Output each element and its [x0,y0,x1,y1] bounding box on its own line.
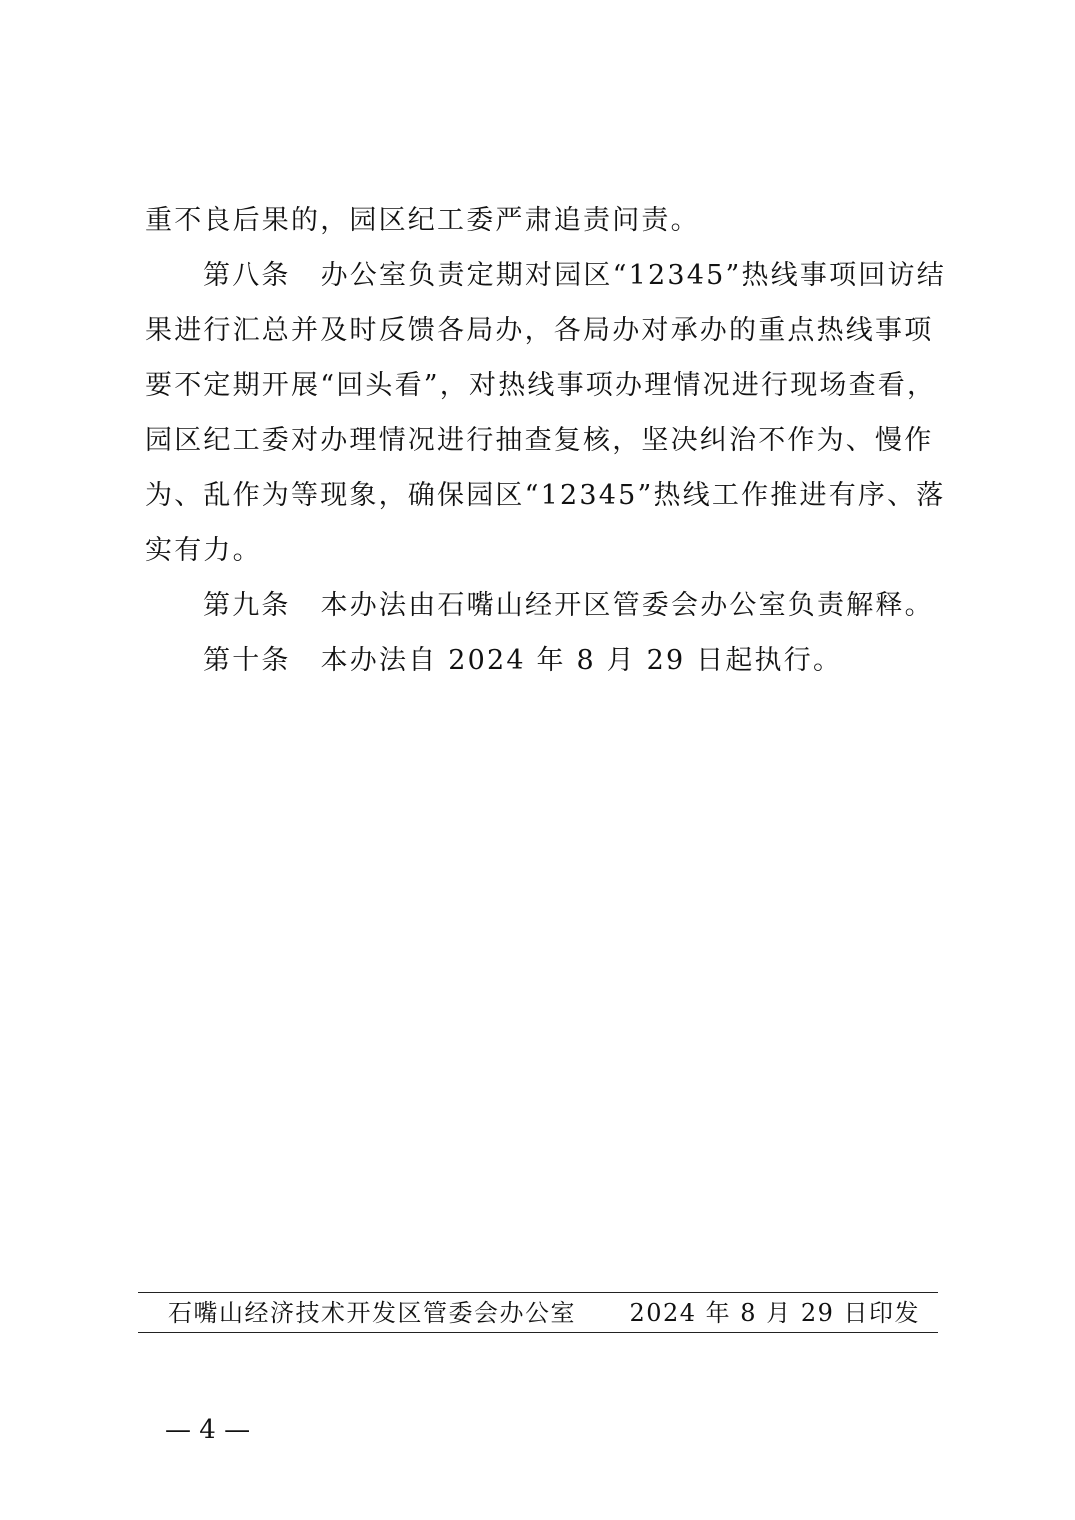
body-line [145,533,935,569]
body-line [145,313,935,349]
article-9-line [203,588,935,624]
body-line [145,478,946,514]
line-text: 实有力。 [145,535,262,566]
line-text: 要不定期开展“回头看”，对热线事项办理情况进行现场查看， [145,370,937,401]
article-10-line [203,643,935,679]
line-text: 为、乱作为等现象，确保园区“12345”热线工作推进有序、落 [145,480,946,511]
line-text: 重不良后果的，园区纪工委严肃追责问责。 [145,205,700,236]
imprint-date: 2024 年 8 月 29 日印发 [629,1299,920,1327]
page-number: — 4 — [165,1415,251,1445]
body-line [145,423,935,459]
body-line [145,203,935,239]
line-text: 本办法由石嘴山经开区管委会办公室负责解释。 [320,590,934,621]
line-text: 本办法自 2024 年 8 月 29 日起执行。 [320,645,843,676]
article-8-first-line [203,258,946,294]
article-label: 第十条 [203,645,291,676]
imprint-top-rule [138,1292,938,1293]
line-text: 办公室负责定期对园区“12345”热线事项回访结 [320,260,946,291]
imprint-issuer: 石嘴山经济技术开发区管委会办公室 [168,1299,576,1327]
line-text: 果进行汇总并及时反馈各局办，各局办对承办的重点热线事项 [145,315,934,346]
article-label: 第九条 [203,590,291,621]
body-line [145,368,935,404]
imprint-bottom-rule [138,1332,938,1333]
line-text: 园区纪工委对办理情况进行抽查复核，坚决纠治不作为、慢作 [145,425,934,456]
article-label: 第八条 [203,260,291,291]
